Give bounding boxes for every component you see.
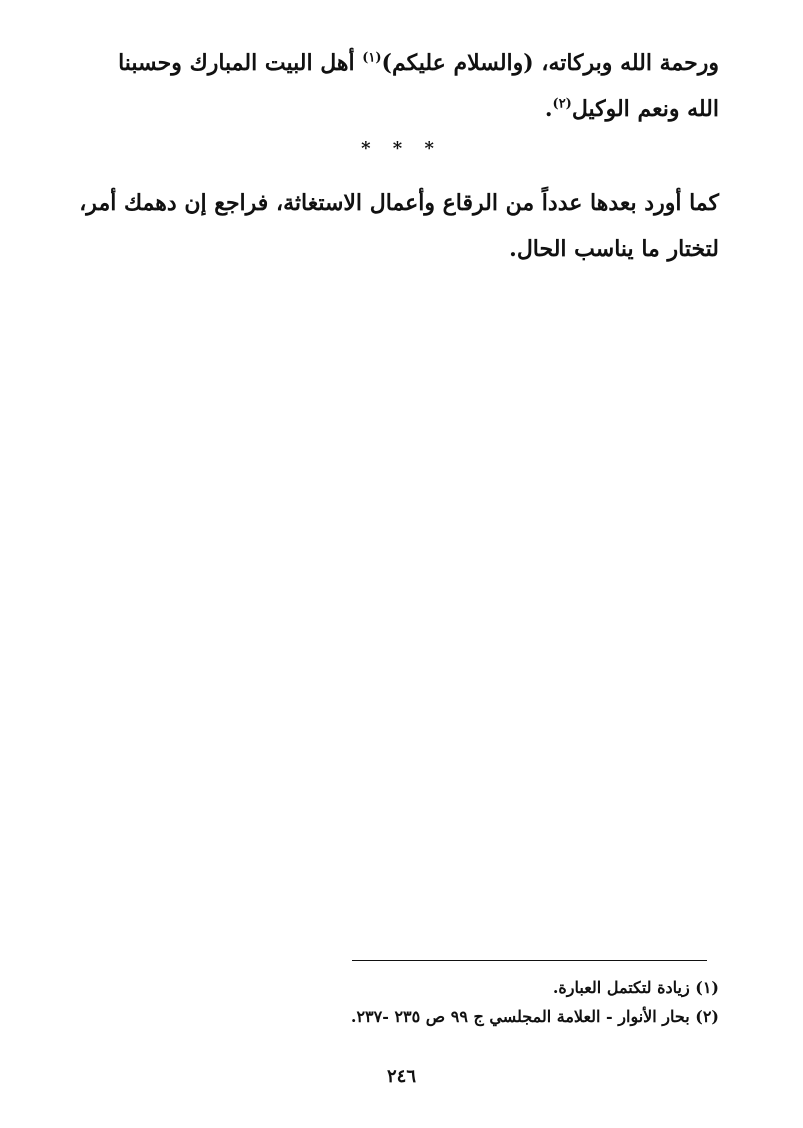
- footnote-2: (٢) بحار الأنوار - العلامة المجلسي ج ٩٩ ص ٢٣٥ -٢٣٧.: [350, 1007, 719, 1026]
- section-separator: * * *: [361, 138, 442, 159]
- footnote-ref-2: (٢): [552, 96, 572, 112]
- footnote-divider: [352, 960, 707, 961]
- page-number: ٢٤٦: [386, 1066, 416, 1087]
- body-paragraph-2: كما أورد بعدها عدداً من الرقاع وأعمال الاستغاثة، فراجع إن دهمك أمر، لتختار ما يناسب الحال.: [79, 190, 719, 262]
- footnote-ref-1: (١): [362, 50, 382, 66]
- footnote-1: (١) زيادة لتكتمل العبارة.: [552, 978, 719, 997]
- paragraph-1-text-b: أهل البيت المبارك وحسبنا الله ونعم الوكيل: [118, 50, 719, 122]
- body-paragraph-1: [79, 40, 719, 132]
- paragraph-1-text-c: .: [544, 96, 553, 122]
- paragraph-1-text-a: ورحمة الله وبركاته، (والسلام عليكم): [381, 50, 719, 76]
